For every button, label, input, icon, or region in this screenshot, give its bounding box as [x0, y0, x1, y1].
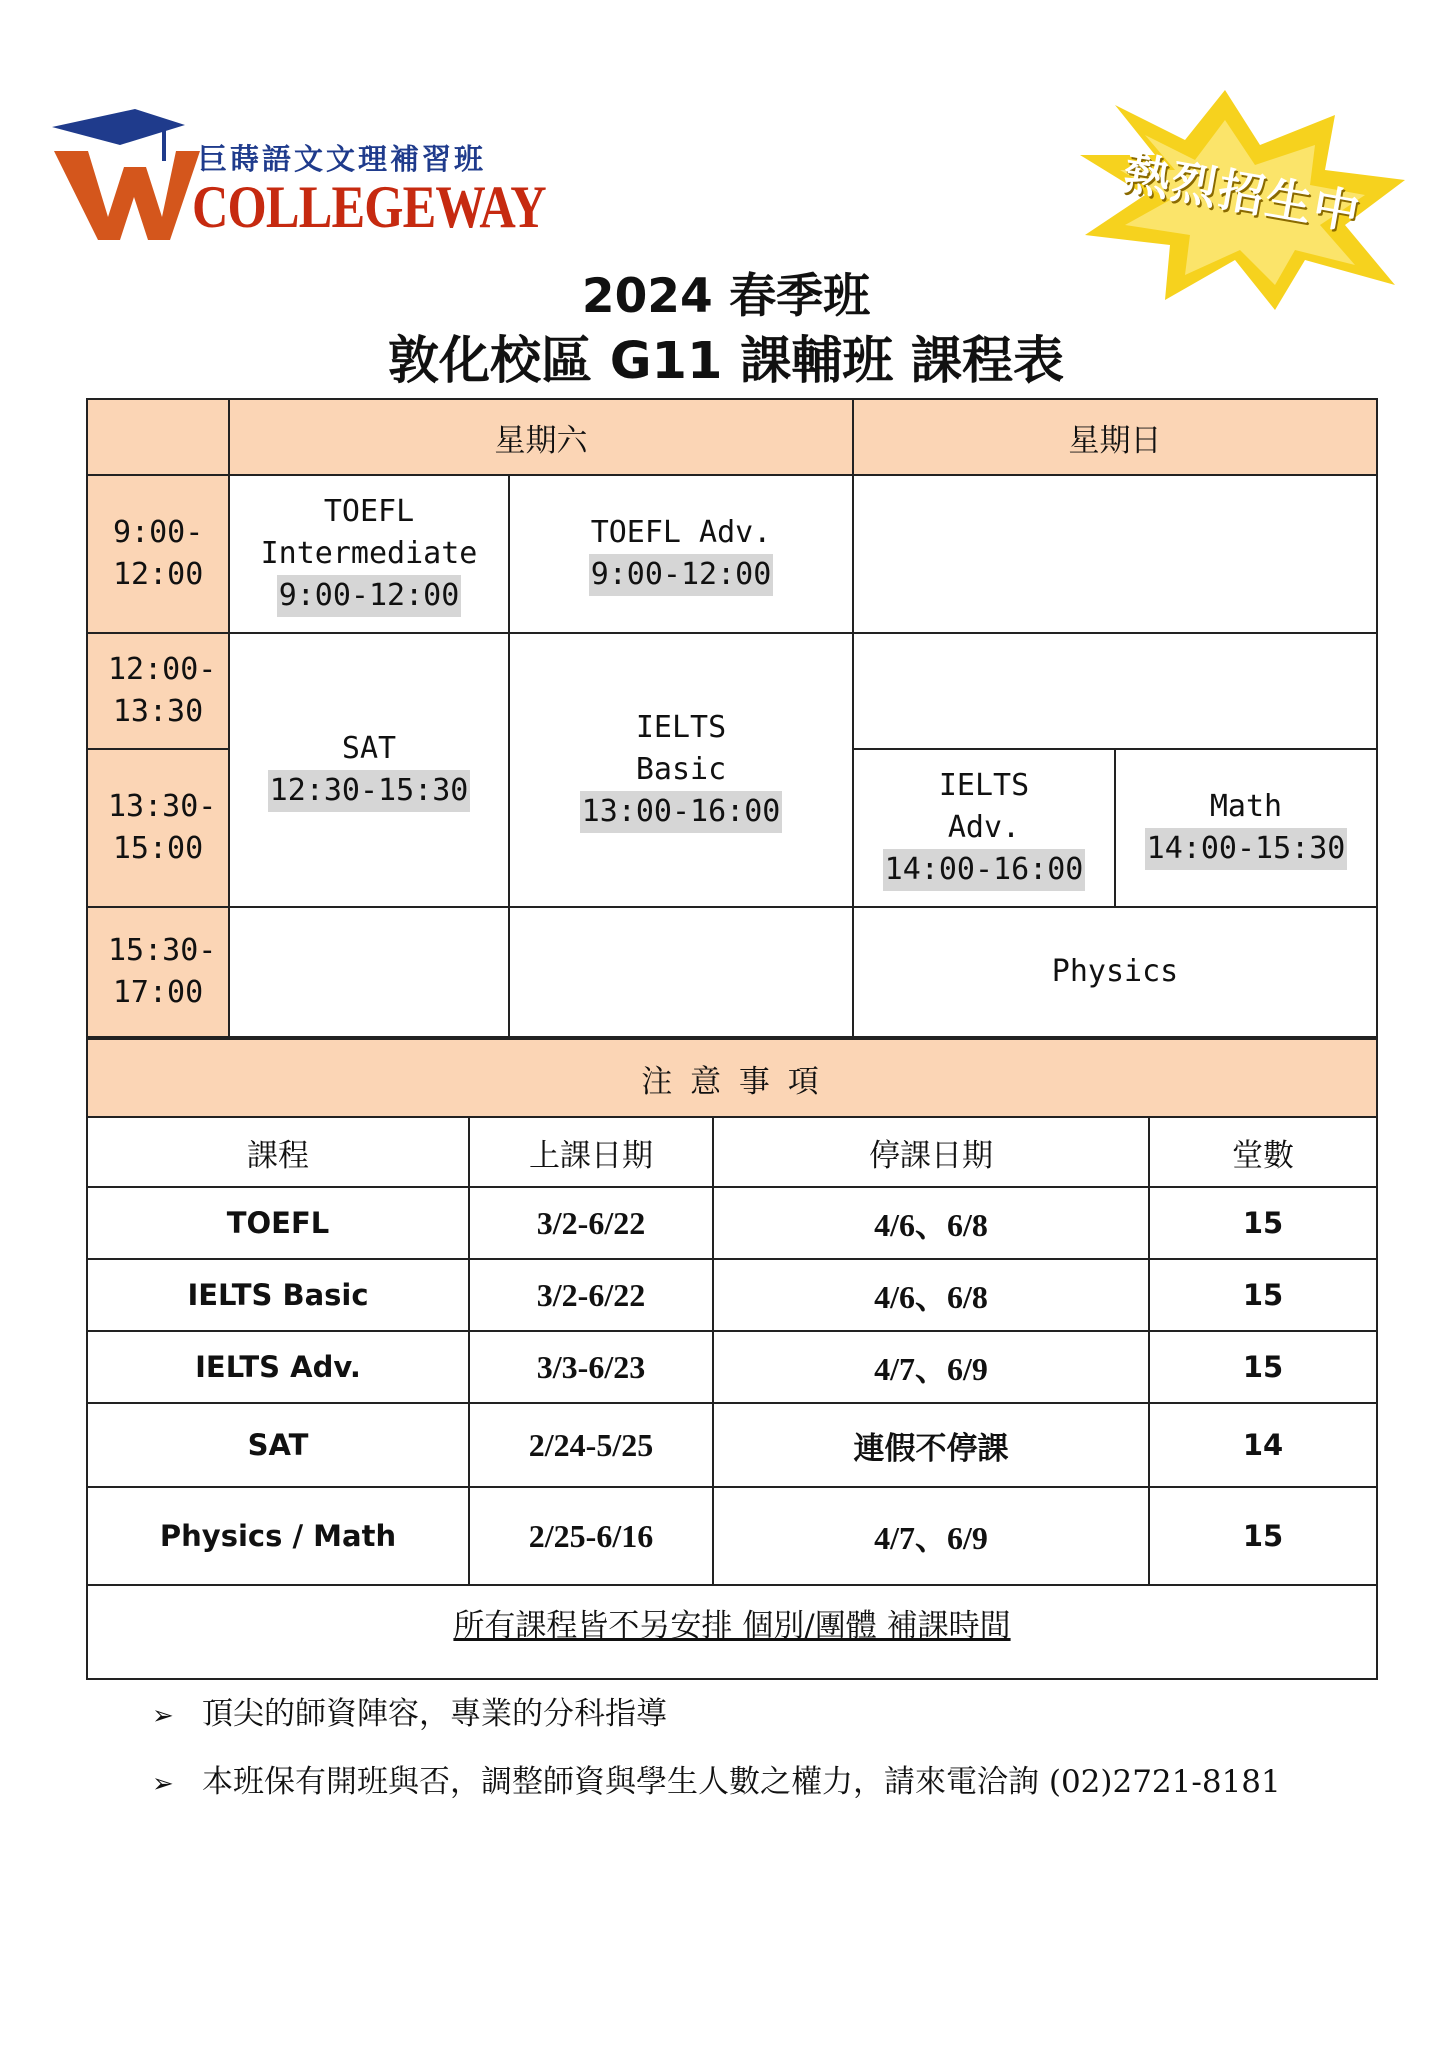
course-sat	[228, 632, 510, 908]
course-name: IELTS	[635, 710, 727, 745]
row-count: 15	[1148, 1186, 1378, 1260]
arrow-bullet-icon: ➢	[152, 1769, 174, 1799]
row-start: 2/25-6/16	[468, 1486, 714, 1586]
course-name: SAT	[341, 731, 397, 766]
time-slot-label: 12:00-13:30	[108, 652, 217, 729]
course-time: 13:00-16:00	[580, 791, 783, 833]
row-start: 3/2-6/22	[468, 1186, 714, 1260]
course-name: TOEFL	[323, 494, 415, 529]
row-course: Physics / Math	[86, 1486, 470, 1586]
row-course: SAT	[86, 1402, 470, 1488]
course-name: IELTS	[938, 768, 1030, 803]
logo-chinese-name: 巨蒔語文文理補習班	[198, 142, 487, 176]
row-off: 4/7、6/9	[712, 1330, 1150, 1404]
row-count: 14	[1148, 1402, 1378, 1488]
corner-cell	[86, 398, 230, 476]
page-title-block	[0, 268, 1452, 398]
row-off: 4/6、6/8	[712, 1258, 1150, 1332]
course-time: 9:00-12:00	[589, 554, 774, 596]
enrollment-badge-text: 熱烈招生中	[1119, 145, 1366, 241]
course-level: Intermediate	[260, 536, 478, 571]
course-ielts-basic	[508, 632, 854, 908]
row-course: TOEFL	[86, 1186, 470, 1260]
page-subtitle: 敦化校區 G11 課輔班 課程表	[387, 332, 1065, 391]
notes-title: 注 意 事 項	[86, 1038, 1378, 1118]
day-header-sunday: 星期日	[852, 398, 1378, 476]
row-count: 15	[1148, 1486, 1378, 1586]
empty-cell	[508, 906, 854, 1038]
time-slot-label: 13:30-15:00	[108, 789, 217, 866]
row-start: 3/3-6/23	[468, 1330, 714, 1404]
empty-cell	[852, 474, 1378, 634]
course-toefl-intermediate	[228, 474, 510, 634]
row-off: 連假不停課	[712, 1402, 1150, 1488]
course-time: 14:00-15:30	[1145, 828, 1348, 870]
time-slot-3	[86, 748, 230, 908]
course-name: Math	[1209, 789, 1283, 824]
makeup-policy-cell	[86, 1584, 1378, 1680]
list-item	[152, 1756, 1281, 1801]
time-slot-4	[86, 906, 230, 1038]
header-course: 課程	[86, 1116, 470, 1188]
row-course: IELTS Basic	[86, 1258, 470, 1332]
time-slot-2	[86, 632, 230, 750]
course-level: Adv.	[947, 810, 1021, 845]
course-time: 9:00-12:00	[277, 575, 462, 617]
makeup-policy-note: 所有課程皆不另安排 個別/團體 補課時間	[453, 1608, 1011, 1644]
time-slot-label: 15:30-17:00	[108, 933, 217, 1010]
course-name: Physics	[1051, 954, 1179, 989]
logo-english-name: COLLEGEWAY	[192, 174, 546, 240]
course-name: TOEFL Adv.	[590, 515, 772, 550]
arrow-bullet-icon: ➢	[152, 1701, 174, 1731]
empty-cell	[228, 906, 510, 1038]
course-level: Basic	[635, 752, 727, 787]
row-start: 2/24-5/25	[468, 1402, 714, 1488]
course-ielts-advanced	[852, 748, 1116, 908]
course-time: 14:00-16:00	[883, 849, 1086, 891]
day-header-saturday: 星期六	[228, 398, 854, 476]
row-off: 4/6、6/8	[712, 1186, 1150, 1260]
row-course: IELTS Adv.	[86, 1330, 470, 1404]
time-slot-label: 9:00-12:00	[113, 515, 204, 592]
course-time: 12:30-15:30	[268, 770, 471, 812]
course-math	[1114, 748, 1378, 908]
bullet-text: 頂尖的師資陣容，專業的分科指導	[202, 1696, 667, 1732]
course-toefl-advanced	[508, 474, 854, 634]
bullet-text: 本班保有開班與否，調整師資與學生人數之權力，請來電洽詢 (02)2721-8181	[202, 1764, 1281, 1800]
notes-table	[86, 1038, 1378, 1680]
row-count: 15	[1148, 1330, 1378, 1404]
course-physics	[852, 906, 1378, 1038]
row-count: 15	[1148, 1258, 1378, 1332]
empty-cell	[852, 632, 1378, 750]
row-off: 4/7、6/9	[712, 1486, 1150, 1586]
header-count: 堂數	[1148, 1116, 1378, 1188]
schedule-table	[86, 398, 1378, 1038]
header-off-date: 停課日期	[712, 1116, 1150, 1188]
page-title: 2024 春季班	[581, 269, 871, 324]
time-slot-1	[86, 474, 230, 634]
header-start-date: 上課日期	[468, 1116, 714, 1188]
collegeway-logo	[50, 105, 546, 255]
row-start: 3/2-6/22	[468, 1258, 714, 1332]
list-item	[152, 1688, 667, 1733]
